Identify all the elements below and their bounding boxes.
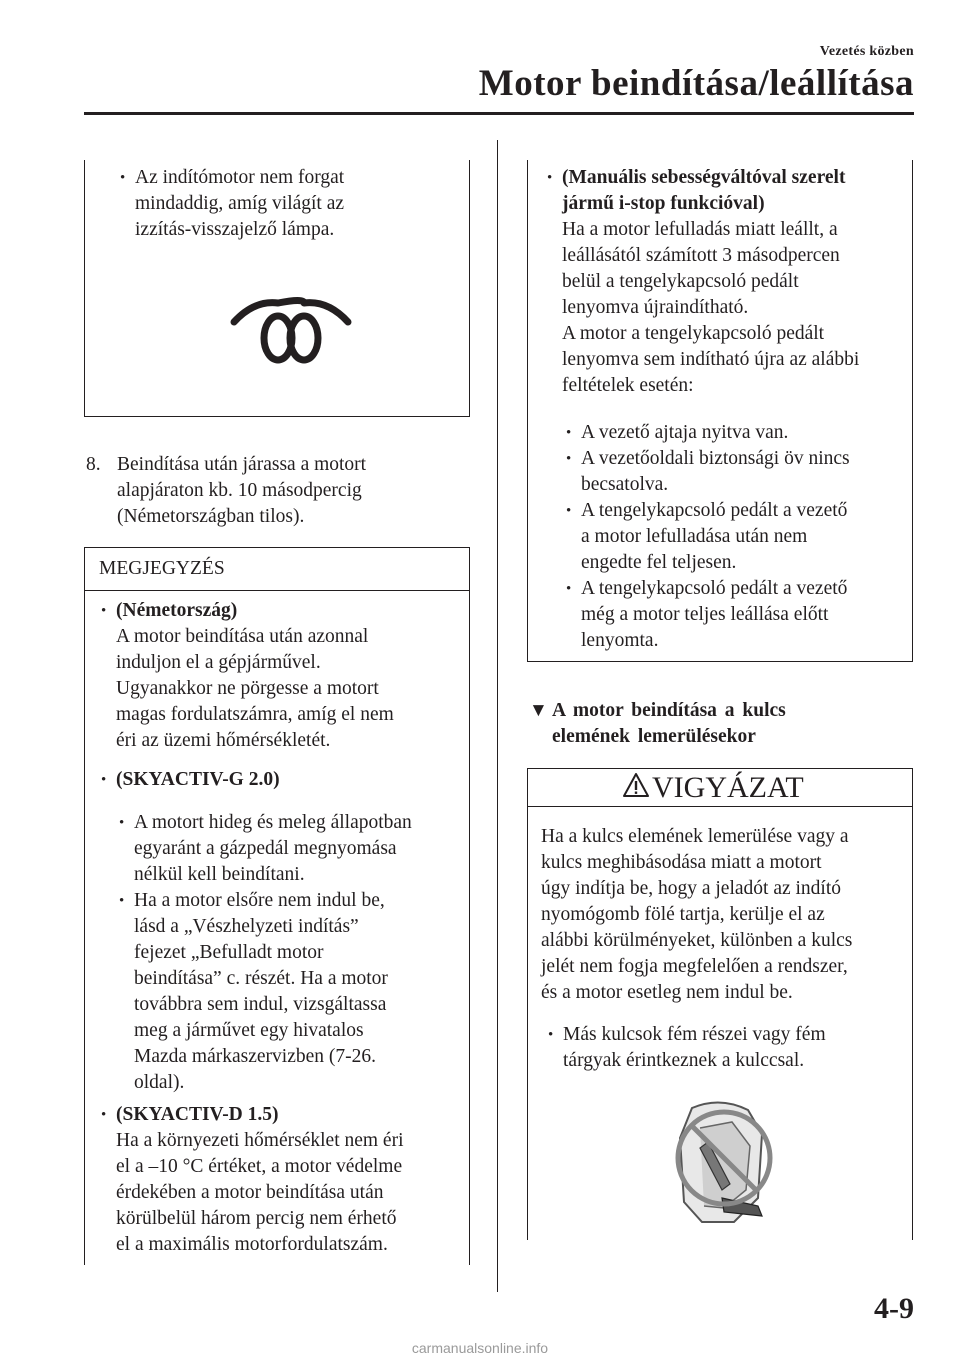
bullet-dot: • (101, 1107, 107, 1123)
note-germany: (Németország) A motor beindítása után azonnal induljon el a gépjárművel. Ugyanakkor ne pörgesse a motort magas fordulatszámra, amíg el nem éri az üzemi hőmérsékletét. (116, 600, 394, 751)
note-d15: (SKYACTIV-D 1.5) Ha a környezeti hőmérséklet nem éri el a –10 °C értéket, a motor védelme érdekében a motor beindítása után körülbelül három percig nem érhető el a maximális motorfordulatszám. (116, 1104, 404, 1255)
istop-condition-4: A tengelykapcsoló pedált a vezető még a motor teljes leállása előtt lenyomta. (581, 578, 848, 651)
warning-triangle-icon (622, 772, 650, 798)
caution-left-border (527, 768, 528, 1240)
note-right-border (469, 547, 470, 1265)
note-title: MEGJEGYZÉS (99, 558, 225, 579)
header-rule (84, 112, 914, 115)
right-box-bottom-border (527, 661, 913, 662)
caution-text: Ha a kulcs elemének lemerülése vagy a kulcs meghibásodása miatt a motort úgy indítja be, hogy a jeladót az indító nyomógomb fölé tartja, kerülje el az alábbi körülményeket, különben a kulcs jelét nem fogja megfelelően a rendszer, és a motor esetleg nem indul be. (541, 826, 853, 1003)
caution-title: VIGYÁZAT (652, 771, 804, 804)
section-header: Vezetés közben (819, 44, 914, 59)
bullet-dot: • (566, 503, 572, 519)
bullet-dot: • (101, 772, 107, 788)
note-g20-sub1: A motort hideg és meleg állapotban egyaránt a gázpedál megnyomása nélkül kell beindítani. (134, 812, 412, 885)
prohibited-key-contact-illustration (662, 1098, 780, 1232)
istop-condition-2: A vezetőoldali biztonsági öv nincs becsatolva. (581, 448, 850, 495)
caution-title-rule (527, 806, 913, 807)
note-title-rule (84, 590, 470, 591)
bullet-dot: • (566, 425, 572, 441)
caution-top-border (527, 768, 913, 769)
note-g20-head: (SKYACTIV-G 2.0) (116, 769, 280, 790)
note-g20-sub2: Ha a motor elsőre nem indul be, lásd a „Vészhelyzeti indítás” fejezet „Befulladt motor beindítása” c. részét. Ha a motor továbbra sem indul, vizsgáltassa meg a járművet egy hivatalos Mazda márkaszervizben (7-26. oldal). (134, 890, 388, 1093)
bullet-dot: • (566, 451, 572, 467)
column-divider (497, 140, 498, 1292)
step-number: 8. (86, 454, 101, 475)
top-box-bottom-border (84, 416, 470, 417)
bullet-dot: • (101, 603, 107, 619)
note-top-border (84, 547, 470, 548)
istop-condition-3: A tengelykapcsoló pedált a vezető a motor lefulladása után nem engedte fel teljesen. (581, 500, 848, 573)
top-box-right-border (469, 160, 470, 417)
bullet-dot: • (119, 815, 125, 831)
step-8-text: Beindítása után járassa a motort alapjáraton kb. 10 másodpercig (Németországban tilos). (117, 454, 367, 527)
top-box-left-border (84, 160, 85, 417)
section-marker: ▼ (529, 700, 548, 721)
bullet-dot: • (119, 893, 125, 909)
caution-right-border (912, 768, 913, 1240)
note-left-border (84, 547, 85, 1265)
caution-bullet: Más kulcsok fém részei vagy fém tárgyak érintkeznek a kulccsal. (563, 1024, 826, 1071)
bullet-dot: • (548, 1027, 554, 1043)
bullet-dot: • (547, 170, 553, 186)
istop-note: (Manuális sebességváltóval szerelt jármű i-stop funkcióval) Ha a motor lefulladás miatt leállt, a leállásától számított 3 másodpercen belül a tengelykapcsoló pedált lenyomva újraindítható. A motor a tengelykapcsoló pedált lenyomva sem indítható újra az alábbi feltételek esetén: (562, 167, 860, 396)
bullet-dot: • (120, 170, 126, 186)
page-title: Motor beindítása/leállítása (478, 63, 914, 104)
right-box-left-border (527, 160, 528, 662)
watermark: carmanualsonline.info (411, 1340, 549, 1356)
page-number: 4-9 (874, 1292, 914, 1325)
glow-plug-indicator-icon (226, 294, 356, 366)
istop-condition-1: A vezető ajtaja nyitva van. (581, 422, 789, 443)
right-box-right-border (912, 160, 913, 662)
glow-indicator-note: Az indítómotor nem forgat mindaddig, amíg világít az izzítás-visszajelző lámpa. (135, 167, 345, 240)
section-heading: A motor beindítása a kulcs elemének lemerülésekor (552, 700, 786, 747)
bullet-dot: • (566, 581, 572, 597)
